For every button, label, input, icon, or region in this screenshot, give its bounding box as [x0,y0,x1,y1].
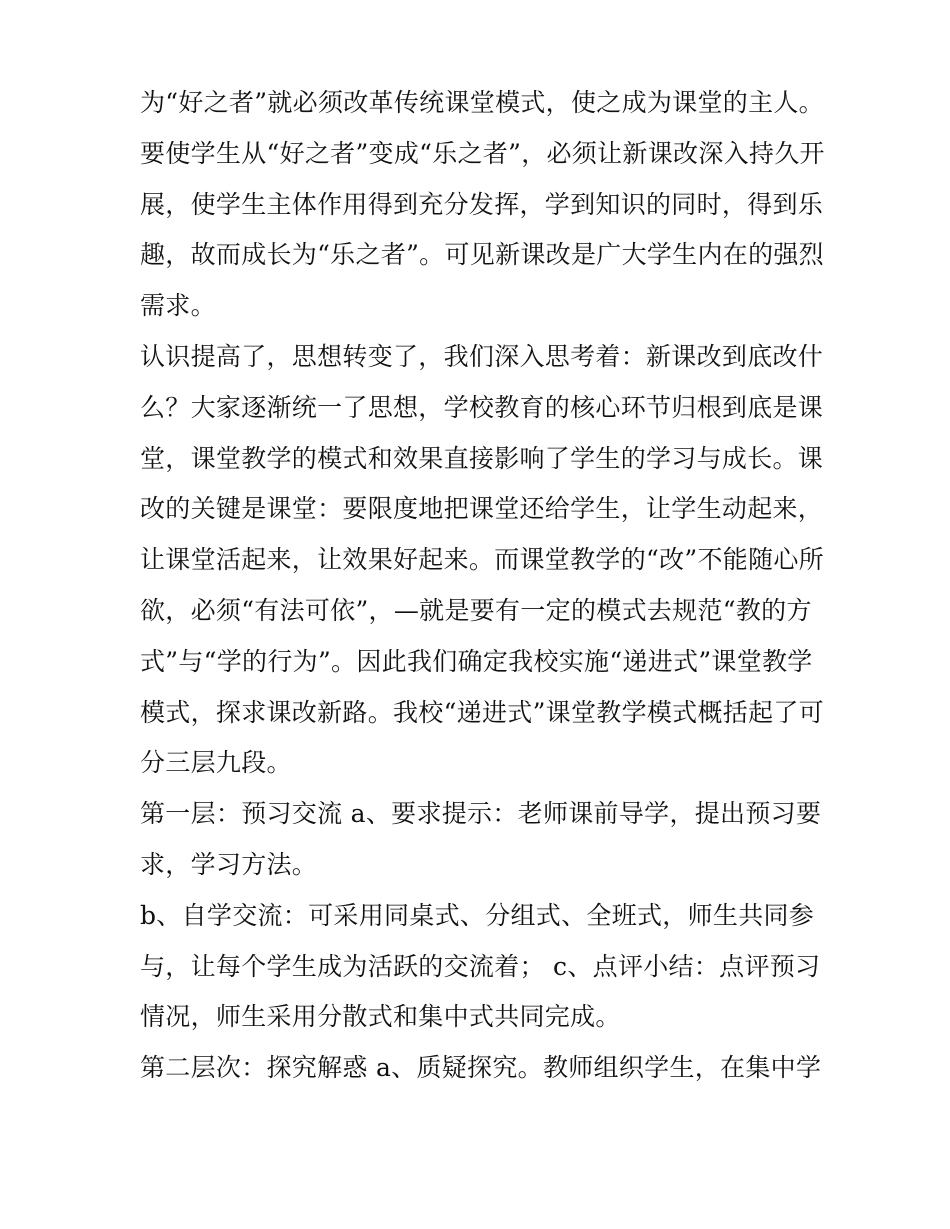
text-line: 式”与“学的行为”。因此我们确定我校实施“递进式”课堂教学 [140,646,813,676]
paragraph-1 [140,78,824,129]
text-line: 让课堂活起来，让效果好起来。而课堂教学的“改”不能随心所 [140,545,824,575]
text-line: 改的关键是课堂：要限度地把课堂还给学生，让学生动起来， [140,494,824,524]
text-line: 模式，探求课改新路。我校“递进式”课堂教学模式概括起了可 [140,697,824,727]
text-line: 情况，师生采用分散式和集中式共同完成。 [140,1002,621,1032]
text-line: 与，让每个学生成为活跃的交流着； c、点评小结：点评预习 [140,951,821,981]
paragraph-6 [140,1043,820,1094]
text-line: 第二层次：探究解惑 a、质疑探究。教师组织学生，在集中学 [140,1053,822,1083]
text-line: 需求。 [140,291,216,321]
text-line: 认识提高了，思想转变了，我们深入思考着：新课改到底改什 [140,341,824,371]
text-line: 欲，必须“有法可依”，—就是要有一定的模式去规范“教的方 [140,595,812,625]
paragraph-5 [140,891,820,1043]
text-line: 展，使学生主体作用得到充分发挥，学到知识的同时，得到乐 [140,189,824,219]
text-line: 么？大家逐渐统一了思想，学校教育的核心环节归根到底是课 [140,392,824,422]
body-text [140,78,825,1094]
paragraph-3 [140,332,824,789]
text-line: 要使学生从“好之者”变成“乐之者”，必须让新课改深入持久开 [140,138,825,168]
paragraph-2 [140,129,825,332]
text-line: 趣，故而成长为“乐之者”。可见新课改是广大学生内在的强烈 [140,240,824,270]
text-line: 第一层：预习交流 a、要求提示：老师课前导学，提出预习要 [140,799,822,829]
paragraph-4 [140,789,820,891]
text-line: b、自学交流：可采用同桌式、分组式、全班式，师生共同参 [140,900,815,930]
text-line: 求，学习方法。 [140,849,318,879]
text-line: 堂，课堂教学的模式和效果直接影响了学生的学习与成长。课 [140,443,824,473]
text-line: 为“好之者”就必须改革传统课堂模式，使之成为课堂的主人。 [140,88,824,117]
text-line: 分三层九段。 [140,748,292,778]
